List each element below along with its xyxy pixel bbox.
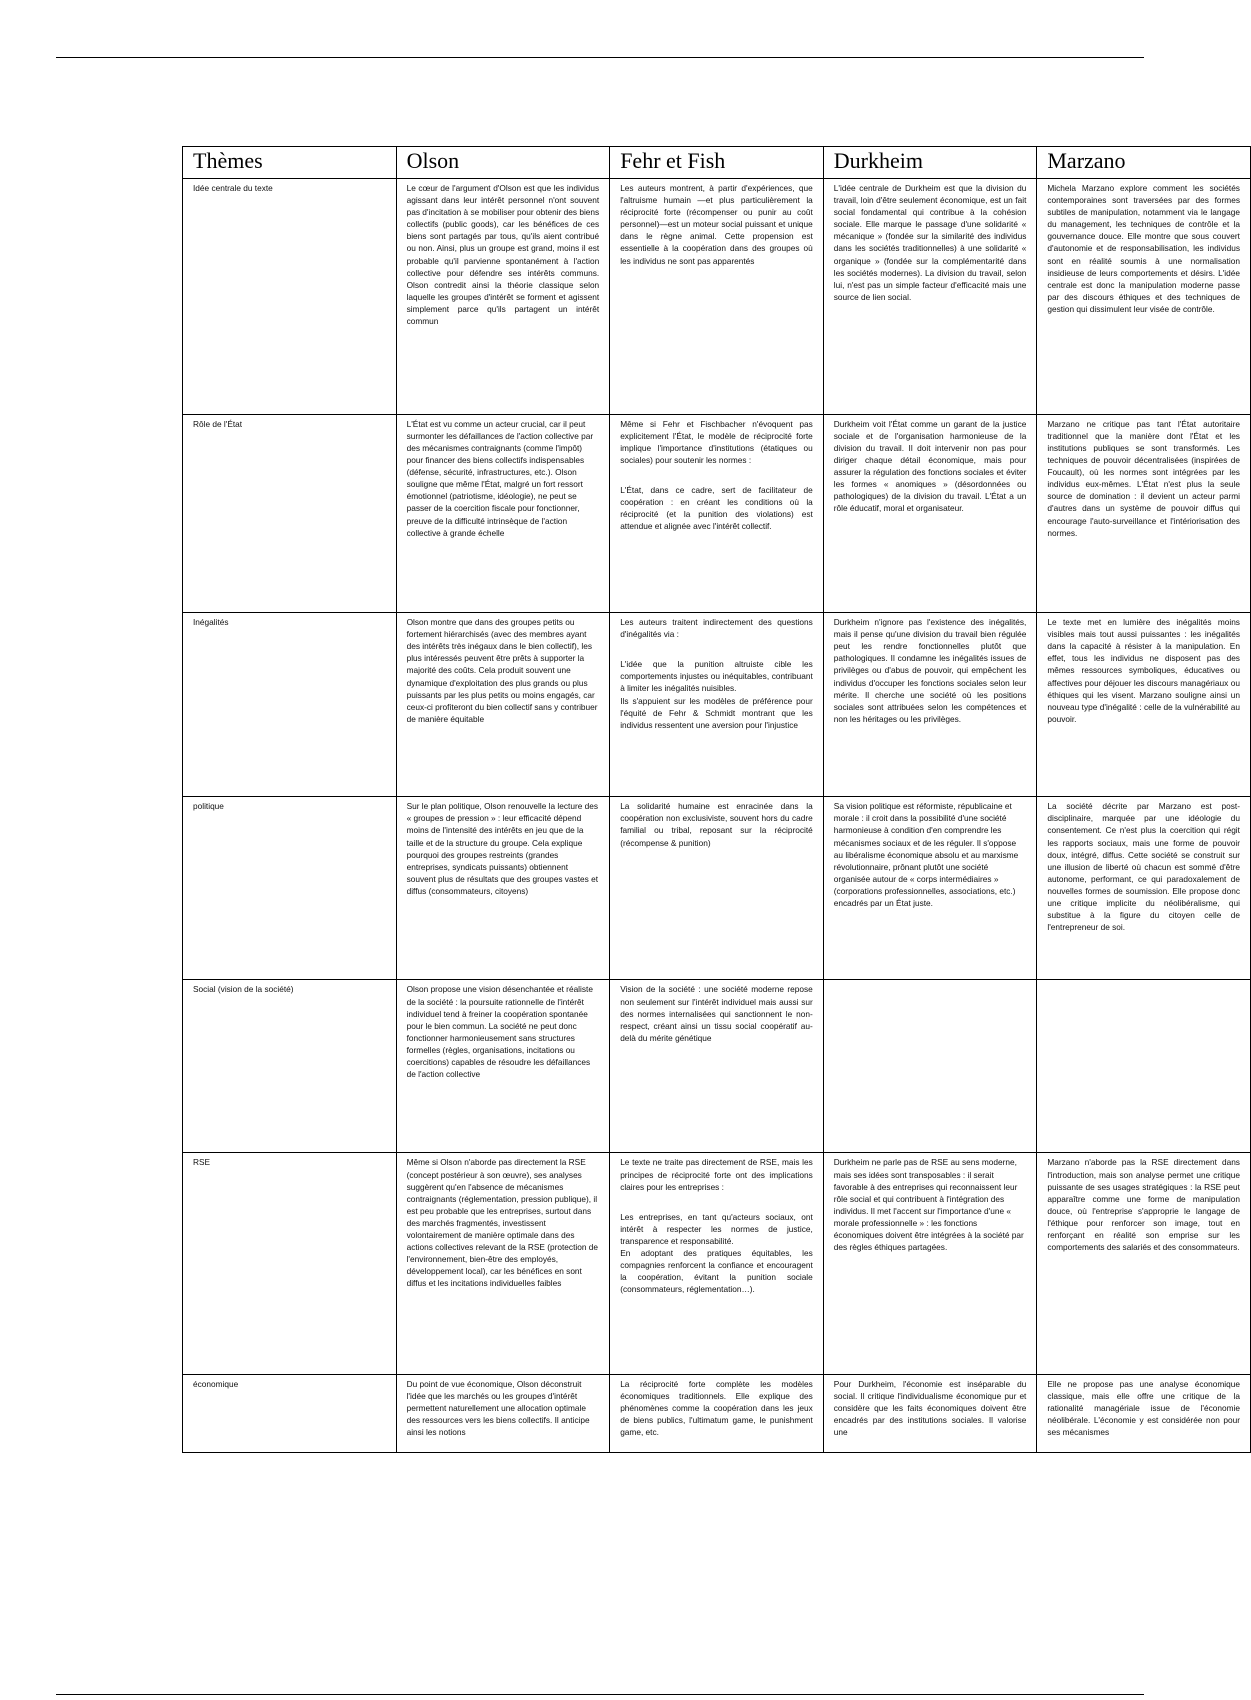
cell-olson bbox=[396, 414, 610, 612]
cell-paragraph: Le texte ne traite pas directement de RSE, mais les principes de réciprocité forte ont des implications claires pour les entreprises : bbox=[620, 1157, 813, 1192]
header-rule bbox=[56, 57, 1144, 58]
cell-paragraph: Le cœur de l'argument d'Olson est que les individus agissant dans leur intérêt personnel n'ont souvent pas d'incitation à se mobiliser pour obtenir des biens collectifs (public goods), car les bénéfices de ces biens sont partagés par tous, qu'ils aient contribué ou non. Ainsi, plus un groupe est grand, moins il est probable qu'il parvienne spontanément à l'action collective pour défendre ses intérêts communs. Olson contredit ainsi la théorie classique selon laquelle les groupes d'intérêt se forment et agissent simplement parce qu'ils partagent un intérêt commun bbox=[406, 183, 600, 327]
cell-paragraph: Sur le plan politique, Olson renouvelle la lecture des « groupes de pression » : leur efficacité dépend moins de l'intensité des intérêts en jeu que de la taille et de la structure du groupe. Cela explique pourquoi des groupes restreints (grandes entreprises, syndicats puissants) obtiennent souvent plus de résultats que des groupes vastes et diffus (consommateurs, citoyens) bbox=[406, 801, 599, 896]
cell-paragraph: Même si Fehr et Fischbacher n'évoquent pas explicitement l'État, le modèle de réciprocité forte implique l'importance d'institutions (étatiques ou sociales) pour soutenir les normes : bbox=[620, 418, 813, 466]
cell-paragraph: Elle ne propose pas une analyse économique classique, mais elle offre une critique de la rationalité managériale issue de l'économie néolibérale. L'économie y est considérée non pour ses mécanismes bbox=[1047, 1379, 1240, 1438]
header-durkheim: Durkheim bbox=[823, 147, 1037, 179]
table-row bbox=[183, 1375, 1251, 1453]
cell-paragraph: Marzano ne critique pas tant l'État autoritaire traditionnel que la manière dont l'État et les institutions publiques se sont transformés. Les techniques de pouvoir décentralisées (inspirées de Foucault), où les normes sont intégrées par les individus eux-mêmes. L'État n'est plus la seule source de domination : il devient un acteur parmi d'autres dans un système de pouvoir diffus qui encourage l'auto-surveillance et l'intériorisation des normes. bbox=[1047, 418, 1240, 538]
cell-paragraph: Olson montre que dans des groupes petits ou fortement hiérarchisés (avec des membres ayant des intérêts très inégaux dans le bien collectif), les plus intéressés peuvent être prêts à supporter la majorité des coûts. Cela produit souvent une dynamique d'exploitation des plus grands ou plus puissants par les plus petits ou moins engagés, car ceux-ci profiteront du bien collectif sans y contribuer de manière équitable bbox=[406, 617, 598, 724]
cell-olson bbox=[396, 1375, 610, 1453]
cell-durkheim bbox=[823, 179, 1037, 415]
cell-fehr bbox=[610, 1375, 824, 1453]
header-fehr-fish: Fehr et Fish bbox=[610, 147, 824, 179]
comparison-table bbox=[182, 146, 1251, 1453]
cell-marzano bbox=[1037, 1153, 1251, 1375]
row-theme-label: économique bbox=[183, 1375, 397, 1453]
cell-paragraph: Le texte met en lumière des inégalités moins visibles mais tout aussi puissantes : les inégalités dans la capacité à résister à la manipulation. En effet, tous les individus ne disposent pas des mêmes ressources symboliques, éducatives ou affectives pour déjouer les discours managériaux ou éthiques qui les visent. Marzano souligne ainsi un nouveau type d'inégalité : celle de la vulnérabilité au pouvoir. bbox=[1047, 617, 1240, 724]
cell-marzano bbox=[1037, 179, 1251, 415]
header-row bbox=[183, 147, 1251, 179]
table-body bbox=[183, 179, 1251, 1453]
cell-durkheim bbox=[823, 414, 1037, 612]
table-row bbox=[183, 179, 1251, 415]
header-olson: Olson bbox=[396, 147, 610, 179]
cell-paragraph: Durkheim n'ignore pas l'existence des inégalités, mais il pense qu'une division du travail bien régulée peut les rendre fonctionnelles plutôt que pathologiques. Il condamne les inégalités issues de privilèges ou d'abus de pouvoir, qui empêchent les individus d'occuper les fonctions sociales selon leur mérite. Il cherche une société où les positions sociales sont attribuées selon les compétences et non les héritages ou les privilèges. bbox=[833, 617, 1027, 724]
cell-paragraph: Les auteurs montrent, à partir d'expériences, que l'altruisme humain —et plus particulièrement la réciprocité forte (récompenser ou punir au coût personnel)—est un moteur social puissant et unique dans le règne animal. Cette propension est essentielle à la coopération dans des groupes où les individus ne sont pas apparentés bbox=[620, 183, 813, 266]
row-theme-label: Rôle de l'État bbox=[183, 414, 397, 612]
cell-paragraph: L'État, dans ce cadre, sert de facilitateur de coopération : en créant les conditions où la réciprocité (et la punition des violations) est attendue et alignée avec l'intérêt collectif. bbox=[620, 485, 813, 532]
cell-paragraph: Sa vision politique est réformiste, républicaine et morale : il croit dans la possibilité d'une société harmonieuse à condition d'en comprendre les mécanismes sociaux et de les réguler. Il s'oppose au libéralisme économique absolu et au marxisme révolutionnaire, prônant plutôt une société organisée autour de « corps intermédiaires » (corporations professionnelles, associations, etc.) encadrés par un État juste. bbox=[833, 801, 1019, 908]
cell-paragraph: L'État est vu comme un acteur crucial, car il peut surmonter les défaillances de l'action collective par des mécanismes contraignants (comme l'impôt) pour financer des biens collectifs indispensables (défense, sécurité, infrastructures, etc.). Olson souligne que même l'État, malgré un fort ressort émotionnel (patriotisme, idéologie), ne peut se passer de la coercition fiscale pour fonctionner, preuve de la difficulté intrinsèque de l'action collective à grande échelle bbox=[406, 418, 594, 538]
cell-paragraph: L'idée que la punition altruiste cible les comportements injustes ou inéquitables, contribuant à limiter les inégalités nuisibles. Ils s'appuient sur les modèles de préférence pour l'équité de Fehr & Schmidt montrant que les individus ressentent une aversion pour l'injustice bbox=[620, 659, 813, 730]
cell-olson bbox=[396, 1153, 610, 1375]
cell-olson bbox=[396, 179, 610, 415]
cell-paragraph: L'idée centrale de Durkheim est que la division du travail, loin d'être seulement économique, est un fait social fondamental qui contribue à la cohésion sociale. Elle marque le passage d'une solidarité « mécanique » (fondée sur la similarité des individus dans les sociétés traditionnelles) à une solidarité « organique » (fondée sur la complémentarité dans les sociétés modernes). La division du travail, selon lui, n'est pas un simple facteur d'efficacité mais une source de lien social. bbox=[833, 183, 1027, 302]
table-row bbox=[183, 1153, 1251, 1375]
cell-durkheim bbox=[823, 1375, 1037, 1453]
table-row bbox=[183, 613, 1251, 797]
cell-paragraph: La réciprocité forte complète les modèles économiques traditionnels. Elle explique des phénomènes comme la coopération dans les jeux de biens publics, l'ultimatum game, le punishment game, etc. bbox=[620, 1379, 813, 1438]
footer-rule bbox=[56, 1694, 1144, 1695]
table-row bbox=[183, 980, 1251, 1153]
cell-fehr bbox=[610, 1153, 824, 1375]
cell-paragraph: Michela Marzano explore comment les sociétés contemporaines sont traversées par des formes subtiles de manipulation, notamment via le langage du management, les techniques de contrôle et la gouvernance douce. Elle montre que sous couvert d'autonomie et de responsabilisation, les individus sont en réalité soumis à une normalisation insidieuse de leurs comportements et désirs. L'idée centrale est donc la manipulation moderne passe par des discours éthiques et des techniques de gestion qui dissimulent leur visée de contrôle. bbox=[1047, 183, 1240, 314]
cell-marzano bbox=[1037, 980, 1251, 1153]
cell-durkheim bbox=[823, 797, 1037, 980]
cell-olson bbox=[396, 980, 610, 1153]
cell-durkheim bbox=[823, 613, 1037, 797]
header-themes: Thèmes bbox=[183, 147, 397, 179]
cell-fehr bbox=[610, 980, 824, 1153]
cell-paragraph: Durkheim voit l'État comme un garant de la justice sociale et de l'organisation harmonieuse de la division du travail. Il doit intervenir non pas pour diriger chaque détail économique, mais pour assurer la régulation des fonctions sociales et éviter les formes « anomiques » (désordonnées ou pathologiques) de la division du travail. L'État a un rôle éducatif, moral et organisateur. bbox=[833, 418, 1027, 514]
row-theme-label: RSE bbox=[183, 1153, 397, 1375]
cell-fehr bbox=[610, 179, 824, 415]
cell-fehr bbox=[610, 797, 824, 980]
header-marzano: Marzano bbox=[1037, 147, 1251, 179]
cell-paragraph: Marzano n'aborde pas la RSE directement dans l'introduction, mais son analyse permet une critique puissante de ses usages stratégiques : la RSE peut apparaître comme une forme de manipulation douce, où l'entreprise s'approprie le langage de l'éthique pour renforcer son image, tout en renforçant en réalité son emprise sur les comportements des salariés et des consommateurs. bbox=[1047, 1157, 1240, 1253]
row-theme-label: Inégalités bbox=[183, 613, 397, 797]
cell-fehr bbox=[610, 414, 824, 612]
row-theme-label: Social (vision de la société) bbox=[183, 980, 397, 1153]
cell-durkheim bbox=[823, 1153, 1037, 1375]
cell-paragraph: Durkheim ne parle pas de RSE au sens moderne, mais ses idées sont transposables : il serait favorable à des entreprises qui reconnaissent leur rôle social et qui contribuent à l'intégration des individus. Il met l'accent sur l'importance d'une « morale professionnelle » : les fonctions économiques doivent être intégrées à la société par des règles éthiques partagées. bbox=[833, 1157, 1024, 1253]
cell-fehr bbox=[610, 613, 824, 797]
cell-paragraph: La société décrite par Marzano est post-disciplinaire, marquée par une idéologie du consentement. Ce n'est plus la coercition qui régit les rapports sociaux, mais une forme de pouvoir doux, intégré, diffus. Cette société se construit sur une illusion de liberté où chacun est sommé d'être autonome, performant, ce qui paradoxalement de nouvelles formes de soumission. Elle propose donc une critique implicite du néolibéralisme, qui substitue à la figure du citoyen celle de l'entrepreneur de soi. bbox=[1047, 801, 1240, 933]
cell-marzano bbox=[1037, 797, 1251, 980]
table-row bbox=[183, 414, 1251, 612]
cell-paragraph: Même si Olson n'aborde pas directement la RSE (concept postérieur à son œuvre), ses analyses suggèrent qu'en l'absence de mécanismes contraignants (réglementation, pression publique), il est peu probable que les entreprises, surtout dans des marchés fragmentés, investissent volontairement de manière optimale dans des actions collectives relevant de la RSE (protection de l'environnement, bien-être des employés, développement local), car les bénéfices en sont diffus et les incitations individuelles faibles bbox=[406, 1157, 598, 1289]
cell-marzano bbox=[1037, 414, 1251, 612]
cell-paragraph: Les entreprises, en tant qu'acteurs sociaux, ont intérêt à respecter les normes de justice, transparence et responsabilité. En adoptant des pratiques équitables, les compagnies renforcent la confiance et encouragent la coopération, évitant la punition sociale (consommateurs, réglementation…). bbox=[620, 1211, 813, 1295]
cell-paragraph: Les auteurs traitent indirectement des questions d'inégalités via : bbox=[620, 617, 813, 640]
cell-paragraph: Vision de la société : une société moderne repose non seulement sur l'intérêt individuel mais aussi sur des normes internalisées qui sanctionnent le non-respect, créant ainsi un tissu social coopératif au-delà du mérite génétique bbox=[620, 984, 813, 1043]
cell-marzano bbox=[1037, 613, 1251, 797]
cell-olson bbox=[396, 797, 610, 980]
cell-paragraph: La solidarité humaine est enracinée dans la coopération non exclusiviste, souvent hors du cadre familial ou tribal, reposant sur la réciprocité (récompense & punition) bbox=[620, 801, 813, 848]
cell-olson bbox=[396, 613, 610, 797]
row-theme-label: politique bbox=[183, 797, 397, 980]
row-theme-label: Idée centrale du texte bbox=[183, 179, 397, 415]
cell-durkheim bbox=[823, 980, 1037, 1153]
cell-paragraph: Olson propose une vision désenchantée et réaliste de la société : la poursuite rationnelle de l'intérêt individuel tend à freiner la coopération spontanée pour le bien commun. La société ne peut donc fonctionner harmonieusement sans structures formelles (règles, organisations, incitations ou coercitions) capables de résoudre les défaillances de l'action collective bbox=[406, 984, 593, 1080]
cell-paragraph: Du point de vue économique, Olson déconstruit l'idée que les marchés ou les groupes d'intérêt permettent naturellement une allocation optimale des ressources vers les biens collectifs. Il anticipe ainsi les notions bbox=[406, 1379, 590, 1438]
table-row bbox=[183, 797, 1251, 980]
document-table-viewport bbox=[182, 146, 1240, 1454]
cell-marzano bbox=[1037, 1375, 1251, 1453]
cell-paragraph: Pour Durkheim, l'économie est inséparable du social. Il critique l'individualisme économique pur et considère que les faits économiques doivent être encadrés par des institutions sociales. Il valorise une bbox=[833, 1379, 1027, 1438]
